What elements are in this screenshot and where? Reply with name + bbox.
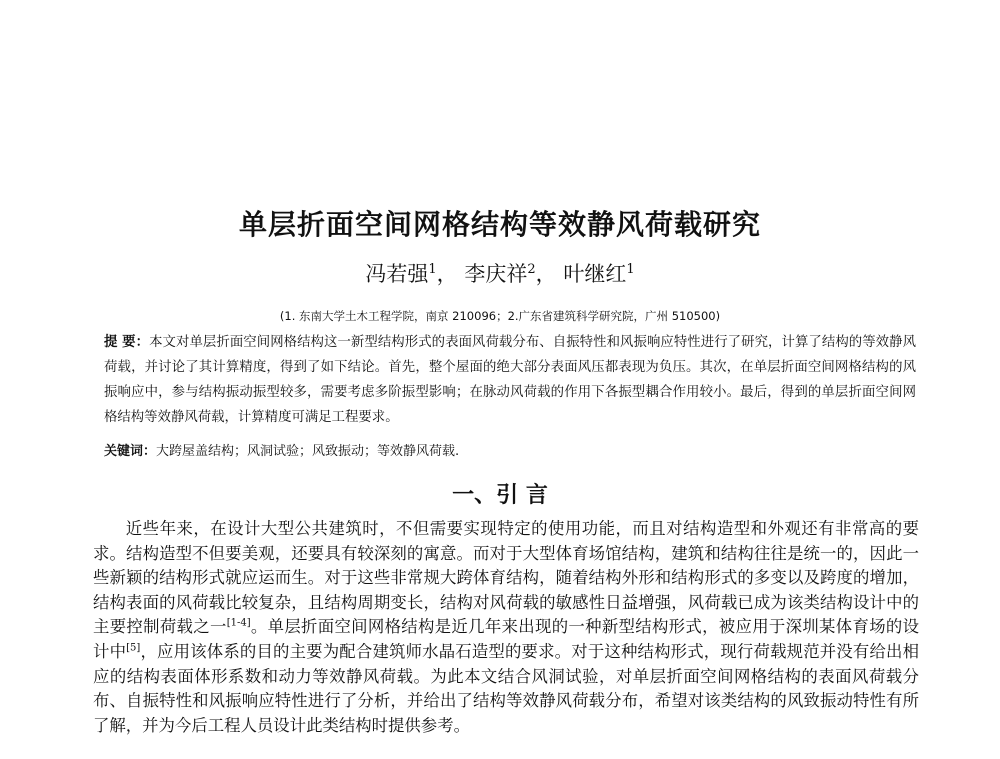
body-text: ，应用该体系的目的主要为配合建筑师水晶石造型的要求。对于这种结构形式，现行荷载规范并没有给出相应的结构表面体形系数和动力等效静风荷载。为此本文结合风洞试验，对单层折面空间网格结构的表面风荷载分布、自振特性和风振响应特性进行了分析，并给出了结构等效静风荷载分布，希望对该类结构的风致振动特性有所了解，并为今后工程人员设计此类结构时提供参考。 bbox=[93, 641, 920, 735]
body-paragraph bbox=[93, 517, 919, 738]
section-heading: 一、引 言 bbox=[452, 483, 548, 508]
author-name: 冯若强 bbox=[365, 262, 429, 286]
author-affil-mark: 1 bbox=[428, 262, 437, 277]
citation-ref: [1-4] bbox=[226, 617, 251, 629]
author-separator: ， bbox=[436, 262, 458, 286]
author-name: 叶继红 bbox=[563, 262, 627, 286]
author-affil-mark: 1 bbox=[626, 262, 635, 277]
keywords-text: 大跨屋盖结构；风洞试验；风致振动；等效静风荷载. bbox=[156, 444, 460, 459]
citation-ref: [5] bbox=[126, 642, 141, 654]
author-name: 李庆祥 bbox=[464, 262, 528, 286]
author-separator: ， bbox=[535, 262, 557, 286]
paper-title: 单层折面空间网格结构等效静风荷载研究 bbox=[238, 208, 761, 241]
author-line bbox=[0, 258, 1000, 288]
author-affil-mark: 2 bbox=[527, 262, 536, 277]
abstract bbox=[104, 330, 916, 430]
abstract-text: 本文对单层折面空间网格结构这一新型结构形式的表面风荷载分布、自振特性和风振响应特性进行了研究，计算了结构的等效静风荷载，并讨论了其计算精度，得到了如下结论。首先，整个屋面的绝大部分表面风压都表现为负压。其次，在单层折面空间网格结构的风振响应中，参与结构振动振型较多，需要考虑多阶振型影响；在脉动风荷载的作用下各振型耦合作用较小。最后，得到的单层折面空间网格结构等效静风荷载，计算精度可满足工程要求。 bbox=[104, 335, 916, 425]
body-text: 近些年来，在设计大型公共建筑时，不但需要实现特定的使用功能，而且对结构造型和外观还有非常高的要求。结构造型不但要美观，还要具有较深刻的寓意。而对于大型体育场馆结构，建筑和结构往往是统一的，因此一些新颖的结构形式就应运而生。对于这些非常规大跨体育结构，随着结构外形和结构形式的多变以及跨度的增加，结构表面的风荷载比较复杂，且结构周期变长，结构对风荷载的敏感性日益增强，风荷载已成为该类结构设计中的主要控制荷载之一 bbox=[93, 519, 919, 637]
keywords-label: 关键词： bbox=[104, 444, 157, 459]
affiliation: (1. 东南大学土木工程学院，南京 210096；2.广东省建筑科学研究院，广州 510500) bbox=[279, 309, 721, 323]
keywords bbox=[104, 440, 916, 459]
body-text: 。单层折面空间网格结构是近几年来出现的一种新型结构形式，被应用于深圳某体育场的设计中 bbox=[93, 617, 920, 661]
abstract-label: 提 要： bbox=[104, 335, 150, 350]
